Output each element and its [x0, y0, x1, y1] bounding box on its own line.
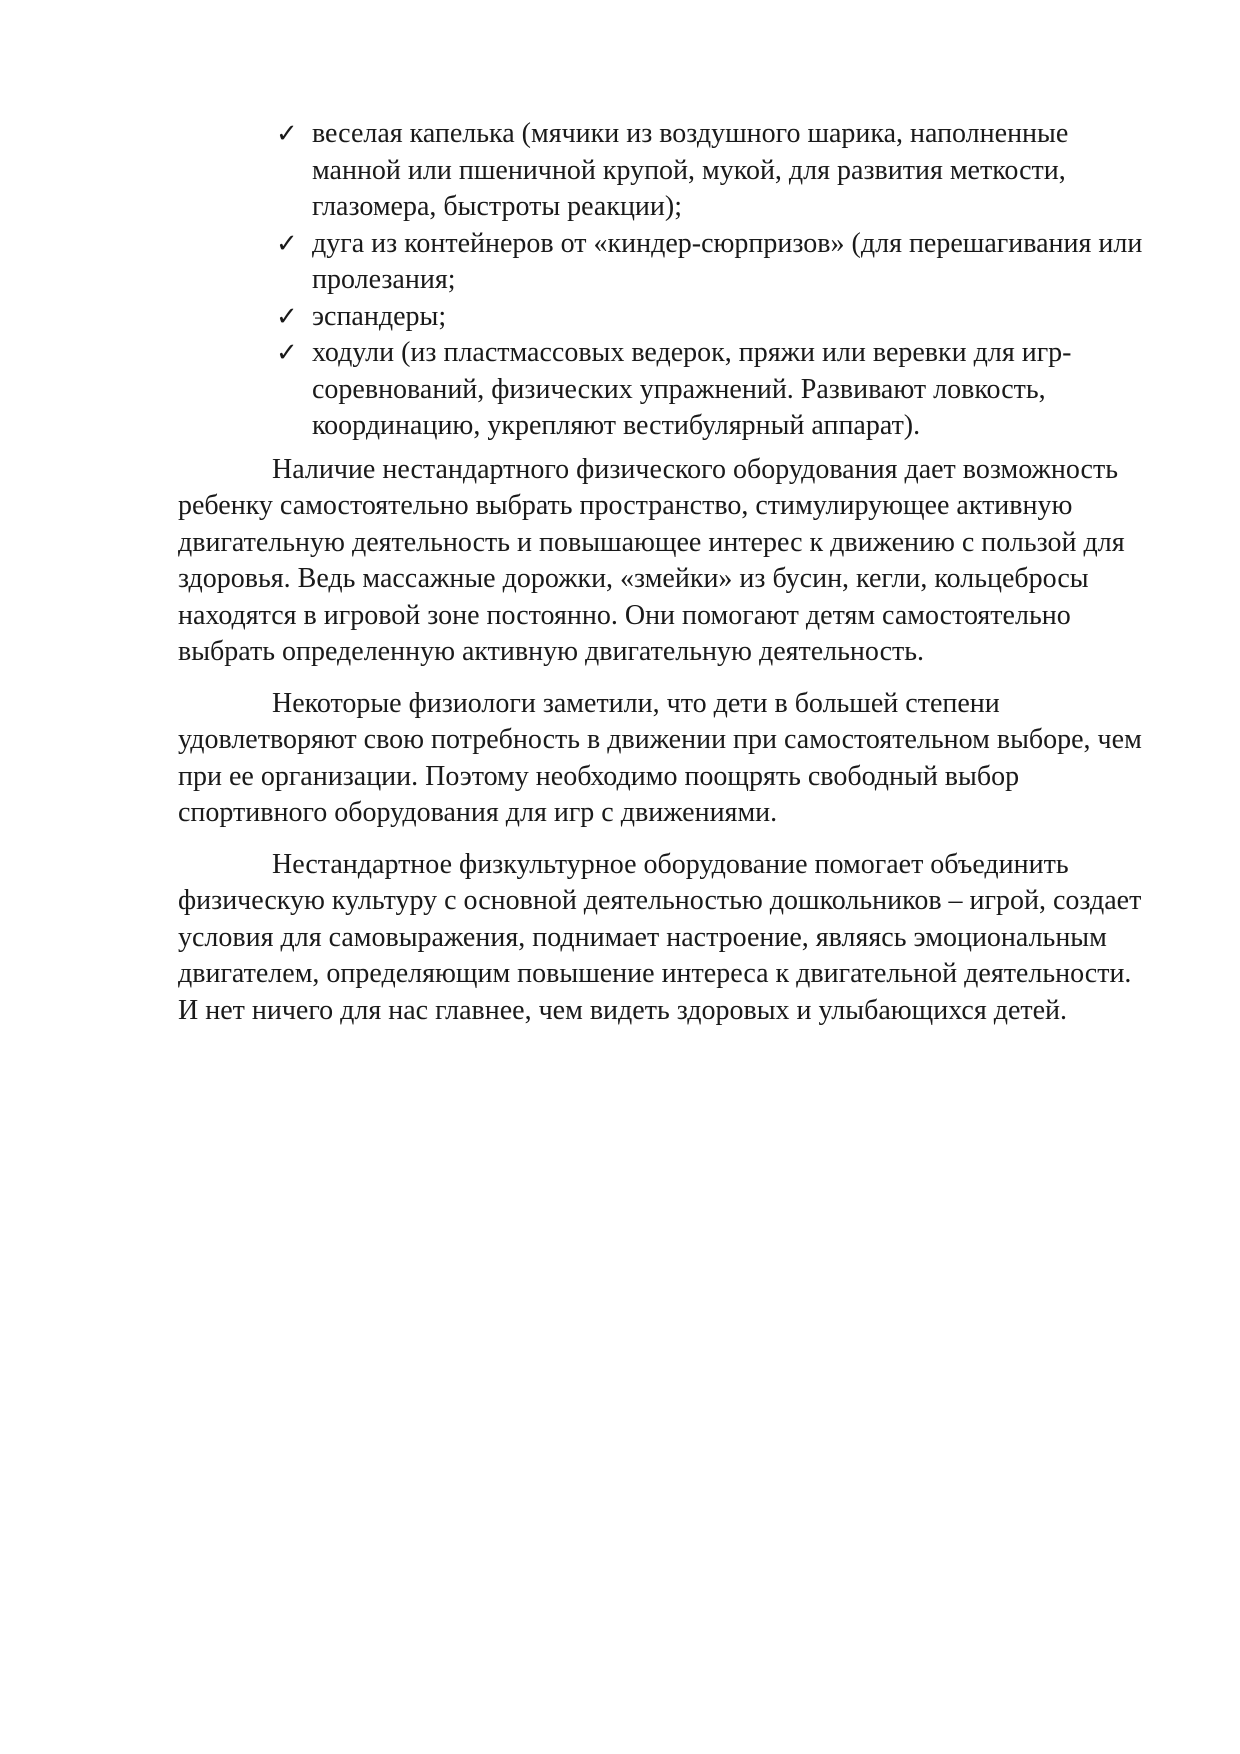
list-item: [276, 116, 1148, 226]
list-item: [276, 226, 1148, 299]
checklist: [178, 116, 1148, 445]
document-body: [178, 116, 1148, 1029]
list-item-text: эспандеры;: [312, 300, 447, 332]
checkmark-icon: ✓: [276, 119, 298, 148]
list-item-text: ходули (из пластмассовых ведерок, пряжи или веревки для игр-соревнований, физических упражнений. Развивают ловкость, координацию, укрепляют вестибулярный аппарат).: [312, 337, 1072, 441]
list-item: [276, 299, 1148, 336]
list-item-text: дуга из контейнеров от «киндер-сюрпризов» (для перешагивания или пролезания;: [312, 227, 1143, 295]
checkmark-icon: ✓: [276, 338, 298, 367]
paragraph: Наличие нестандартного физического оборудования дает возможность ребенку самостоятельно выбрать пространство, стимулирующее активную двигательную деятельность и повышающее интерес к движению с пользой для здоровья. Ведь массажные дорожки, «змейки» из бусин, кегли, кольцебросы находятся в игровой зоне постоянно. Они помогают детям самостоятельно выбрать определенную активную двигательную деятельность.: [178, 453, 1125, 667]
paragraph: Нестандартное физкультурное оборудование помогает объединить физическую культуру с основной деятельностью дошкольников – игрой, создает условия для самовыражения, поднимает настроение, являясь эмоциональным двигателем, определяющим повышение интереса к двигательной деятельности. И нет ничего для нас главнее, чем видеть здоровых и улыбающихся детей.: [178, 848, 1142, 1026]
checkmark-icon: ✓: [276, 228, 298, 258]
list-item-text: веселая капелька (мячики из воздушного шарика, наполненные манной или пшеничной крупой, мукой, для развития меткости, глазомера, быстроты реакции);: [312, 118, 1069, 222]
list-item: [276, 335, 1148, 445]
checkmark-icon: ✓: [276, 301, 298, 331]
paragraph: Некоторые физиологи заметили, что дети в большей степени удовлетворяют свою потребность в движении при самостоятельном выборе, чем при ее организации. Поэтому необходимо поощрять свободный выбор спортивного оборудования для игр с движениями.: [178, 687, 1142, 828]
